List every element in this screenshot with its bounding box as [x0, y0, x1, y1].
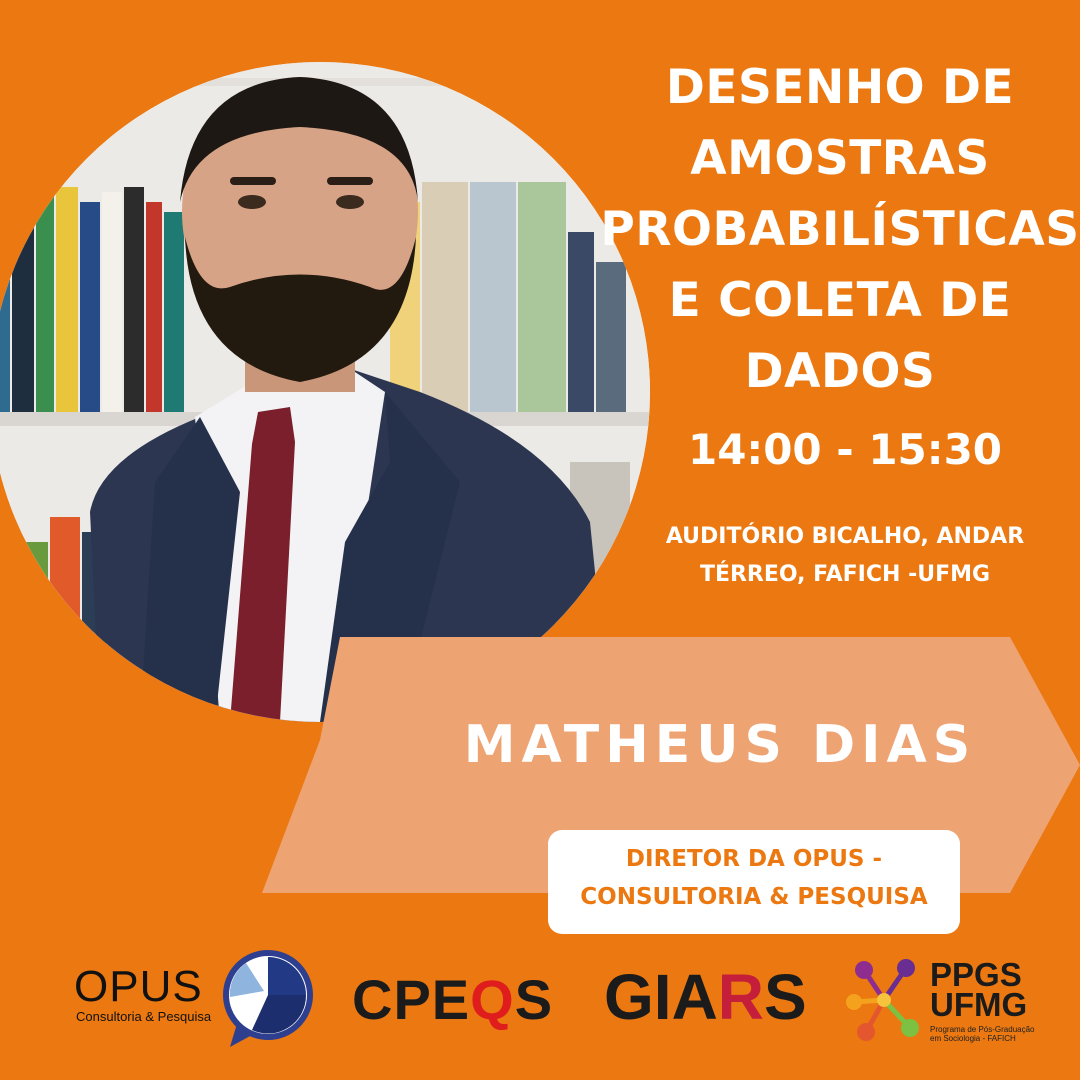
- speaker-name: MATHEUS DIAS: [463, 715, 977, 775]
- event-title-line: AMOSTRAS: [690, 131, 990, 186]
- cpeqs-logo-q: Q: [470, 968, 515, 1031]
- ppgs-logo-sub-line: Programa de Pós-Graduação: [930, 1025, 1035, 1034]
- opus-logo-name: OPUS: [74, 962, 203, 1011]
- ppgs-logo-subtitle: [930, 1025, 1035, 1043]
- speaker-role-line: CONSULTORIA & PESQUISA: [580, 884, 928, 910]
- ppgs-logo-line2: UFMG: [930, 986, 1028, 1023]
- giars-logo-r: R: [717, 961, 764, 1033]
- event-venue-line: TÉRREO, FAFICH -UFMG: [699, 562, 991, 587]
- speaker-role: [548, 830, 960, 934]
- event-time: 14:00 - 15:30: [687, 425, 1003, 474]
- ppgs-logo-name: [930, 956, 1028, 1023]
- cpeqs-logo: [352, 967, 553, 1032]
- giars-logo: [604, 960, 807, 1034]
- cpeqs-logo-suffix: S: [514, 968, 554, 1031]
- event-title-line: DESENHO DE: [665, 60, 1015, 115]
- event-title-line: PROBABILÍSTICAS: [600, 202, 1080, 257]
- giars-logo-suffix: S: [764, 961, 807, 1033]
- ppgs-network-icon: [844, 956, 924, 1046]
- giars-logo-prefix: GIA: [604, 961, 718, 1033]
- event-title-line: E COLETA DE: [668, 273, 1012, 328]
- cpeqs-logo-prefix: CPE: [352, 968, 471, 1031]
- opus-chart-icon: [222, 947, 318, 1051]
- event-venue-line: AUDITÓRIO BICALHO, ANDAR: [665, 524, 1025, 549]
- ppgs-logo-line1: PPGS: [930, 956, 1022, 993]
- ppgs-logo-sub-line: em Sociologia - FAFICH: [930, 1034, 1016, 1043]
- opus-logo-subtitle: Consultoria & Pesquisa: [76, 1009, 212, 1024]
- event-title-line: DADOS: [744, 344, 936, 399]
- speaker-role-line: DIRETOR DA OPUS -: [625, 846, 883, 872]
